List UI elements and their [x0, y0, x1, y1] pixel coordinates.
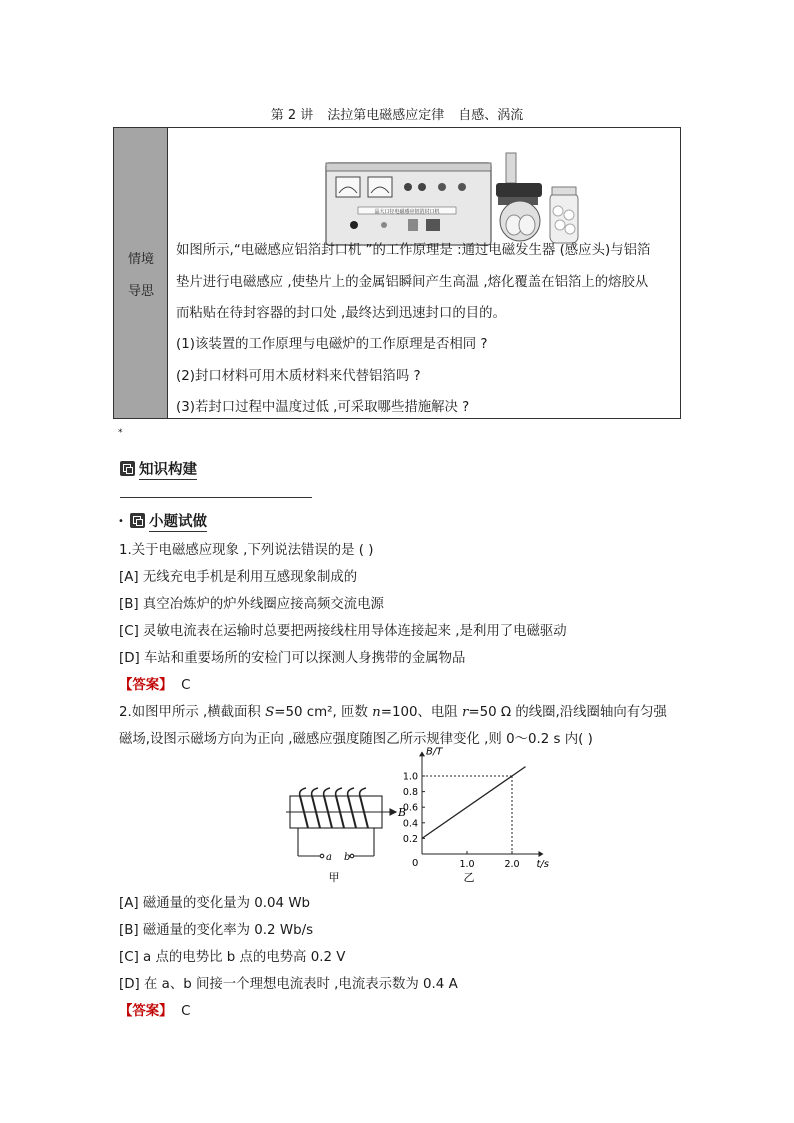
context-table [113, 127, 681, 419]
lecture-number: 第 2 讲 [270, 108, 314, 123]
series-line [422, 767, 526, 839]
q1-answer [119, 674, 190, 693]
figure-label-jia: 甲 [328, 871, 340, 884]
q1-option-d: [D] 车站和重要场所的安检门可以探测人身携带的金属物品 [119, 651, 466, 666]
y-tick-label: 0.4 [402, 818, 418, 830]
context-body [176, 128, 680, 418]
context-line: 如图所示,“电磁感应铝箔封口机 ”的工作原理是 :通过电磁发生器 (感应头)与铝箔 [176, 243, 651, 258]
y-tick-label: 0.8 [402, 787, 418, 799]
q2-text: 2.如图甲所示 ,横截面积 [119, 705, 266, 720]
stray-mark: * [118, 428, 123, 438]
coil-b-label: B [398, 806, 407, 819]
context-label-1: 情境 [127, 252, 154, 267]
context-question-1: (1)该装置的工作原理与电磁炉的工作原理是否相同 ? [176, 337, 488, 352]
section-icon [120, 461, 135, 476]
q2-text: =50 cm², 匝数 [274, 705, 373, 720]
terminal-b-label: b [344, 852, 351, 863]
y-tick-label: 0.6 [402, 802, 418, 814]
var-r: r [461, 705, 469, 720]
origin-label: 0 [412, 858, 419, 869]
q1-option-c: [C] 灵敏电流表在运输时总要把两接线柱用导体连接起来 ,是利用了电磁驱动 [119, 624, 567, 639]
section-icon [130, 513, 145, 528]
q1-option-b: [B] 真空冶炼炉的炉外线圈应接高频交流电源 [119, 597, 384, 612]
q2-figure-svg [286, 746, 549, 890]
context-label-2: 导思 [127, 284, 154, 299]
q2-text: =50 Ω 的线圈,沿线圈轴向有匀强 [468, 705, 667, 720]
chart-b-vs-t [403, 746, 549, 870]
context-question-2: (2)封口材料可用木质材料来代替铝箔吗 ? [176, 369, 421, 384]
x-axis-arrow [539, 851, 544, 857]
section-header-knowledge [120, 458, 197, 479]
context-side-column [114, 128, 168, 418]
q2-stem-line1 [119, 701, 667, 720]
divider [120, 497, 312, 498]
section-header-practice [130, 510, 207, 531]
section-title: 知识构建 [139, 462, 197, 478]
y-tick-label: 1.0 [402, 771, 418, 783]
coil-diagram [286, 788, 396, 858]
terminal-a-label: a [326, 852, 332, 863]
q2-stem-line2: 磁场,设图示磁场方向为正向 ,磁感应强度随图乙所示规律变化 ,则 0～0.2 s 内( ) [119, 732, 593, 747]
lecture-topic: 法拉第电磁感应定律 [327, 108, 445, 123]
lecture-subtopic: 自感、涡流 [458, 108, 524, 123]
q2-figure [286, 746, 549, 890]
bullet-mark: • [118, 516, 124, 527]
q2-option-a: [A] 磁通量的变化量为 0.04 Wb [119, 896, 311, 911]
q2-option-d: [D] 在 a、b 间接一个理想电流表时 ,电流表示数为 0.4 A [119, 977, 458, 992]
q2-option-b: [B] 磁通量的变化率为 0.2 Wb/s [119, 923, 314, 938]
y-tick-label: 0.2 [402, 833, 418, 845]
context-question-3: (3)若封口过程中温度过低 ,可采取哪些措施解决 ? [176, 400, 470, 415]
q2-answer [119, 1000, 190, 1019]
x-tick-label: 2.0 [504, 859, 520, 870]
q1-stem: 1.关于电磁感应现象 ,下列说法错误的是 ( ) [119, 543, 374, 558]
context-line: 垫片进行电磁感应 ,使垫片上的金属铝瞬间产生高温 ,熔化覆盖在铝箔上的熔胶从 [176, 275, 649, 290]
answer-tag: 【答案】 [119, 1004, 173, 1019]
context-line: 而粘贴在待封容器的封口处 ,最终达到迅速封口的目的。 [176, 306, 506, 321]
y-axis-label: B/T [426, 746, 443, 758]
x-tick-label: 1.0 [459, 859, 475, 870]
x-axis-label: t/s [536, 859, 549, 870]
answer-value: C [181, 678, 191, 693]
answer-value: C [181, 1004, 191, 1019]
machine-title-text: 晶大口径电磁感应铝箔封口机 [374, 209, 440, 215]
y-axis-arrow [419, 751, 425, 756]
var-s: S [265, 705, 275, 720]
q1-option-a: [A] 无线充电手机是利用互感现象制成的 [119, 570, 358, 585]
page-title [0, 104, 794, 123]
q2-option-c: [C] a 点的电势比 b 点的电势高 0.2 V [119, 950, 346, 965]
var-n: n [372, 705, 381, 720]
figure-label-yi: 乙 [463, 871, 475, 884]
section-title: 小题试做 [149, 514, 207, 530]
answer-tag: 【答案】 [119, 678, 173, 693]
q2-text: =100、电阻 [380, 705, 462, 720]
